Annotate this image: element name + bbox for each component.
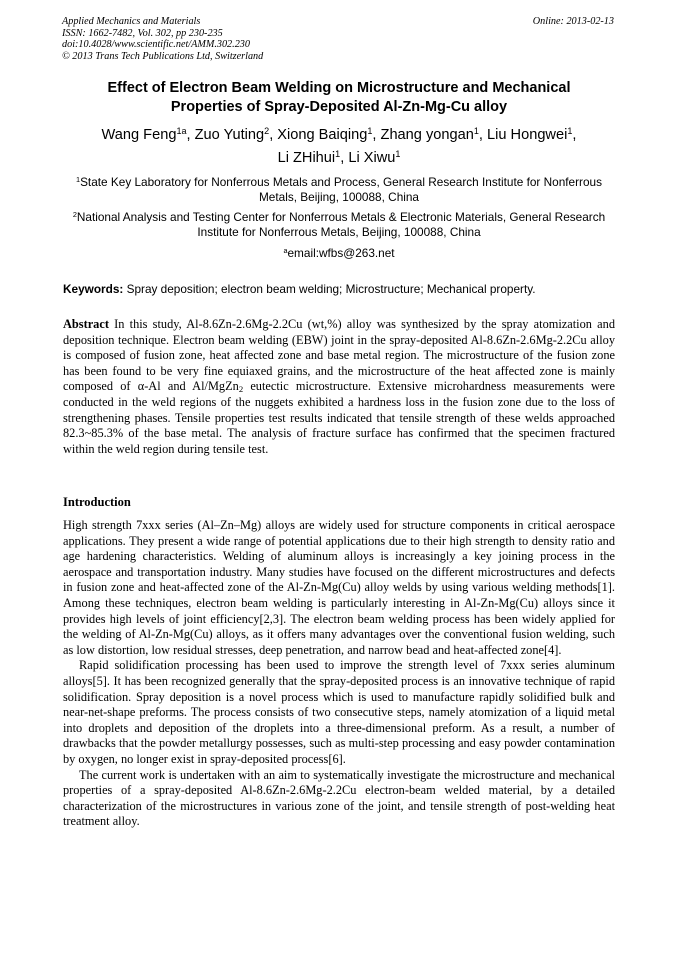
intro-paragraph-3: The current work is undertaken with an aim to systematically investigate the microstructure and mechanical properties of a spray-deposited Al-8.6Zn-2.6Mg-2.2Cu electron-beam welded material, by a detailed characterization of the microstructures in various zone of the joint, and tensile strength of post-welding heat treatment alloy.: [63, 767, 615, 829]
author-name: Li ZHihui: [277, 149, 336, 166]
doi-line: doi:10.4028/www.scientific.net/AMM.302.230: [62, 39, 250, 51]
author-affiliation-mark: 1a: [176, 126, 187, 137]
affiliation-1: [66, 175, 612, 204]
author-name: Wang Feng: [101, 127, 177, 143]
author-separator: ,: [478, 127, 488, 143]
author-affiliation-mark: 1: [367, 126, 373, 137]
keywords-text: Spray deposition; electron beam welding; Microstructure; Mechanical property.: [123, 282, 536, 296]
abstract-subscript: 2: [238, 384, 244, 395]
author-list: [40, 124, 638, 169]
title-line-2: Properties of Spray-Deposited Al-Zn-Mg-Cu alloy: [170, 99, 508, 115]
author-separator: ,: [340, 149, 349, 166]
author-name: Xiong Baiqing: [277, 127, 368, 143]
author-affiliation-mark: 1: [567, 126, 573, 137]
author-name: Li Xiwu: [348, 149, 396, 166]
publication-info: [62, 16, 614, 62]
author-name: Zuo Yuting: [194, 127, 265, 143]
corresponding-email: [40, 246, 638, 260]
affiliation-mark: 2: [72, 209, 77, 219]
issn-line: ISSN: 1662-7482, Vol. 302, pp 230-235: [62, 27, 223, 39]
author-line-1: [40, 124, 638, 147]
author-separator: ,: [269, 127, 278, 143]
section-heading-introduction: Introduction: [63, 495, 131, 509]
author-affiliation-mark: 2: [264, 126, 270, 137]
introduction-body: [63, 518, 615, 830]
journal-name: Applied Mechanics and Materials: [62, 16, 201, 27]
abstract: [63, 317, 615, 457]
keywords-label: Keywords:: [63, 282, 124, 296]
paper-title: [40, 79, 638, 117]
intro-paragraph-1: High strength 7xxx series (Al–Zn–Mg) alloys are widely used for structure components in critical aerospace applications. They present a wide range of potential applications due to their high strength to density ratio and age hardening characteristics. Welding of aluminum alloys is increasingly a key joining process in the aerospace and transportation industry. Many studies have focused on the different microstructures and defects in fusion zone and heat-affected zone of the Al-Zn-Mg(Cu) alloy welds by using various welding methods[1]. Among these techniques, electron beam welding is particularly interesting in Al-Zn-Mg(Cu) alloys since it provides high levels of joint efficiency[2,3]. The electron beam welding process has been widely applied for the welding of Al-Zn-Mg(Cu) alloys, as it offers many advantages over the conventional fusion welding, such as low distortion, low residual stresses, deep penetration, and narrow bead and heat-affected zone[4].: [63, 518, 615, 657]
email-text: email:wfbs@263.net: [287, 246, 395, 260]
author-name: Zhang yongan: [380, 127, 474, 143]
author-separator: ,: [372, 127, 381, 143]
affiliation-2: [66, 210, 612, 239]
affiliation-mark: 1: [76, 174, 81, 184]
running-header: [62, 16, 614, 62]
author-affiliation-mark: 1: [335, 148, 341, 159]
abstract-label: Abstract: [63, 317, 109, 331]
abstract-text-1: In this study, Al-8.6Zn-2.6Mg-2.2Cu (wt,%) alloy was synthesized by the spray atomization and deposition technique. Electron beam welding (EBW) joint in the spray-deposited Al-8.6Zn-2.6Mg-2.2Cu alloy is composed of fusion zone, heat affected zone and base metal region. The microstructure of the fusion zone has been found to be very fine equiaxed grains, and the microstructure of the heat affected zone is mainly composed of α-Al and Al/MgZn: [63, 317, 615, 394]
email-mark: a: [283, 245, 288, 255]
author-separator: ,: [186, 127, 195, 143]
abstract-text-2: eutectic microstructure. Extensive microhardness measurements were conducted in the weld regions of the nuggets exhibited a hardness loss in the fusion zone due to the loss of strengthening phases. Tensile properties test results indicated that tensile strength of these welds approached 82.3~85.3% of the base metal. The analysis of fracture surface has confirmed that the specimen fractured within the weld region during tensile test.: [63, 379, 615, 456]
author-separator: ,: [572, 127, 577, 143]
keywords: [63, 282, 615, 296]
title-line-1: Effect of Electron Beam Welding on Microstructure and Mechanical: [107, 80, 571, 96]
author-name: Liu Hongwei: [487, 127, 568, 143]
author-line-2: [40, 147, 638, 170]
affiliation-text: National Analysis and Testing Center for Nonferrous Metals & Electronic Materials, General Research Institute for Nonferrous Metals, Beijing, 100088, China: [76, 210, 606, 239]
online-date: Online: 2013-02-13: [532, 16, 614, 27]
intro-paragraph-2: Rapid solidification processing has been used to improve the strength level of 7xxx series aluminum alloys[5]. It has been recognized generally that the spray-deposited process is an innovative technique of rapid solidification. Spray deposition is a novel process which is used to manufacture rapidly solidified bulk and near-net-shape preforms. The process consists of two consecutive steps, namely atomization of a liquid metal into droplets and deposition of the droplets into a three-dimensional preform. As a result, a number of drawbacks that the powder metallurgy possesses, such as multi-step processing and easy powder contamination by oxygen, no longer exist in spray-deposited process[6].: [63, 658, 615, 766]
author-affiliation-mark: 1: [395, 148, 401, 159]
author-affiliation-mark: 1: [473, 126, 479, 137]
copyright-line: © 2013 Trans Tech Publications Ltd, Switzerland: [62, 50, 264, 62]
affiliation-text: State Key Laboratory for Nonferrous Metals and Process, General Research Institute for Nonferrous Metals, Beijing, 100088, China: [80, 175, 602, 204]
